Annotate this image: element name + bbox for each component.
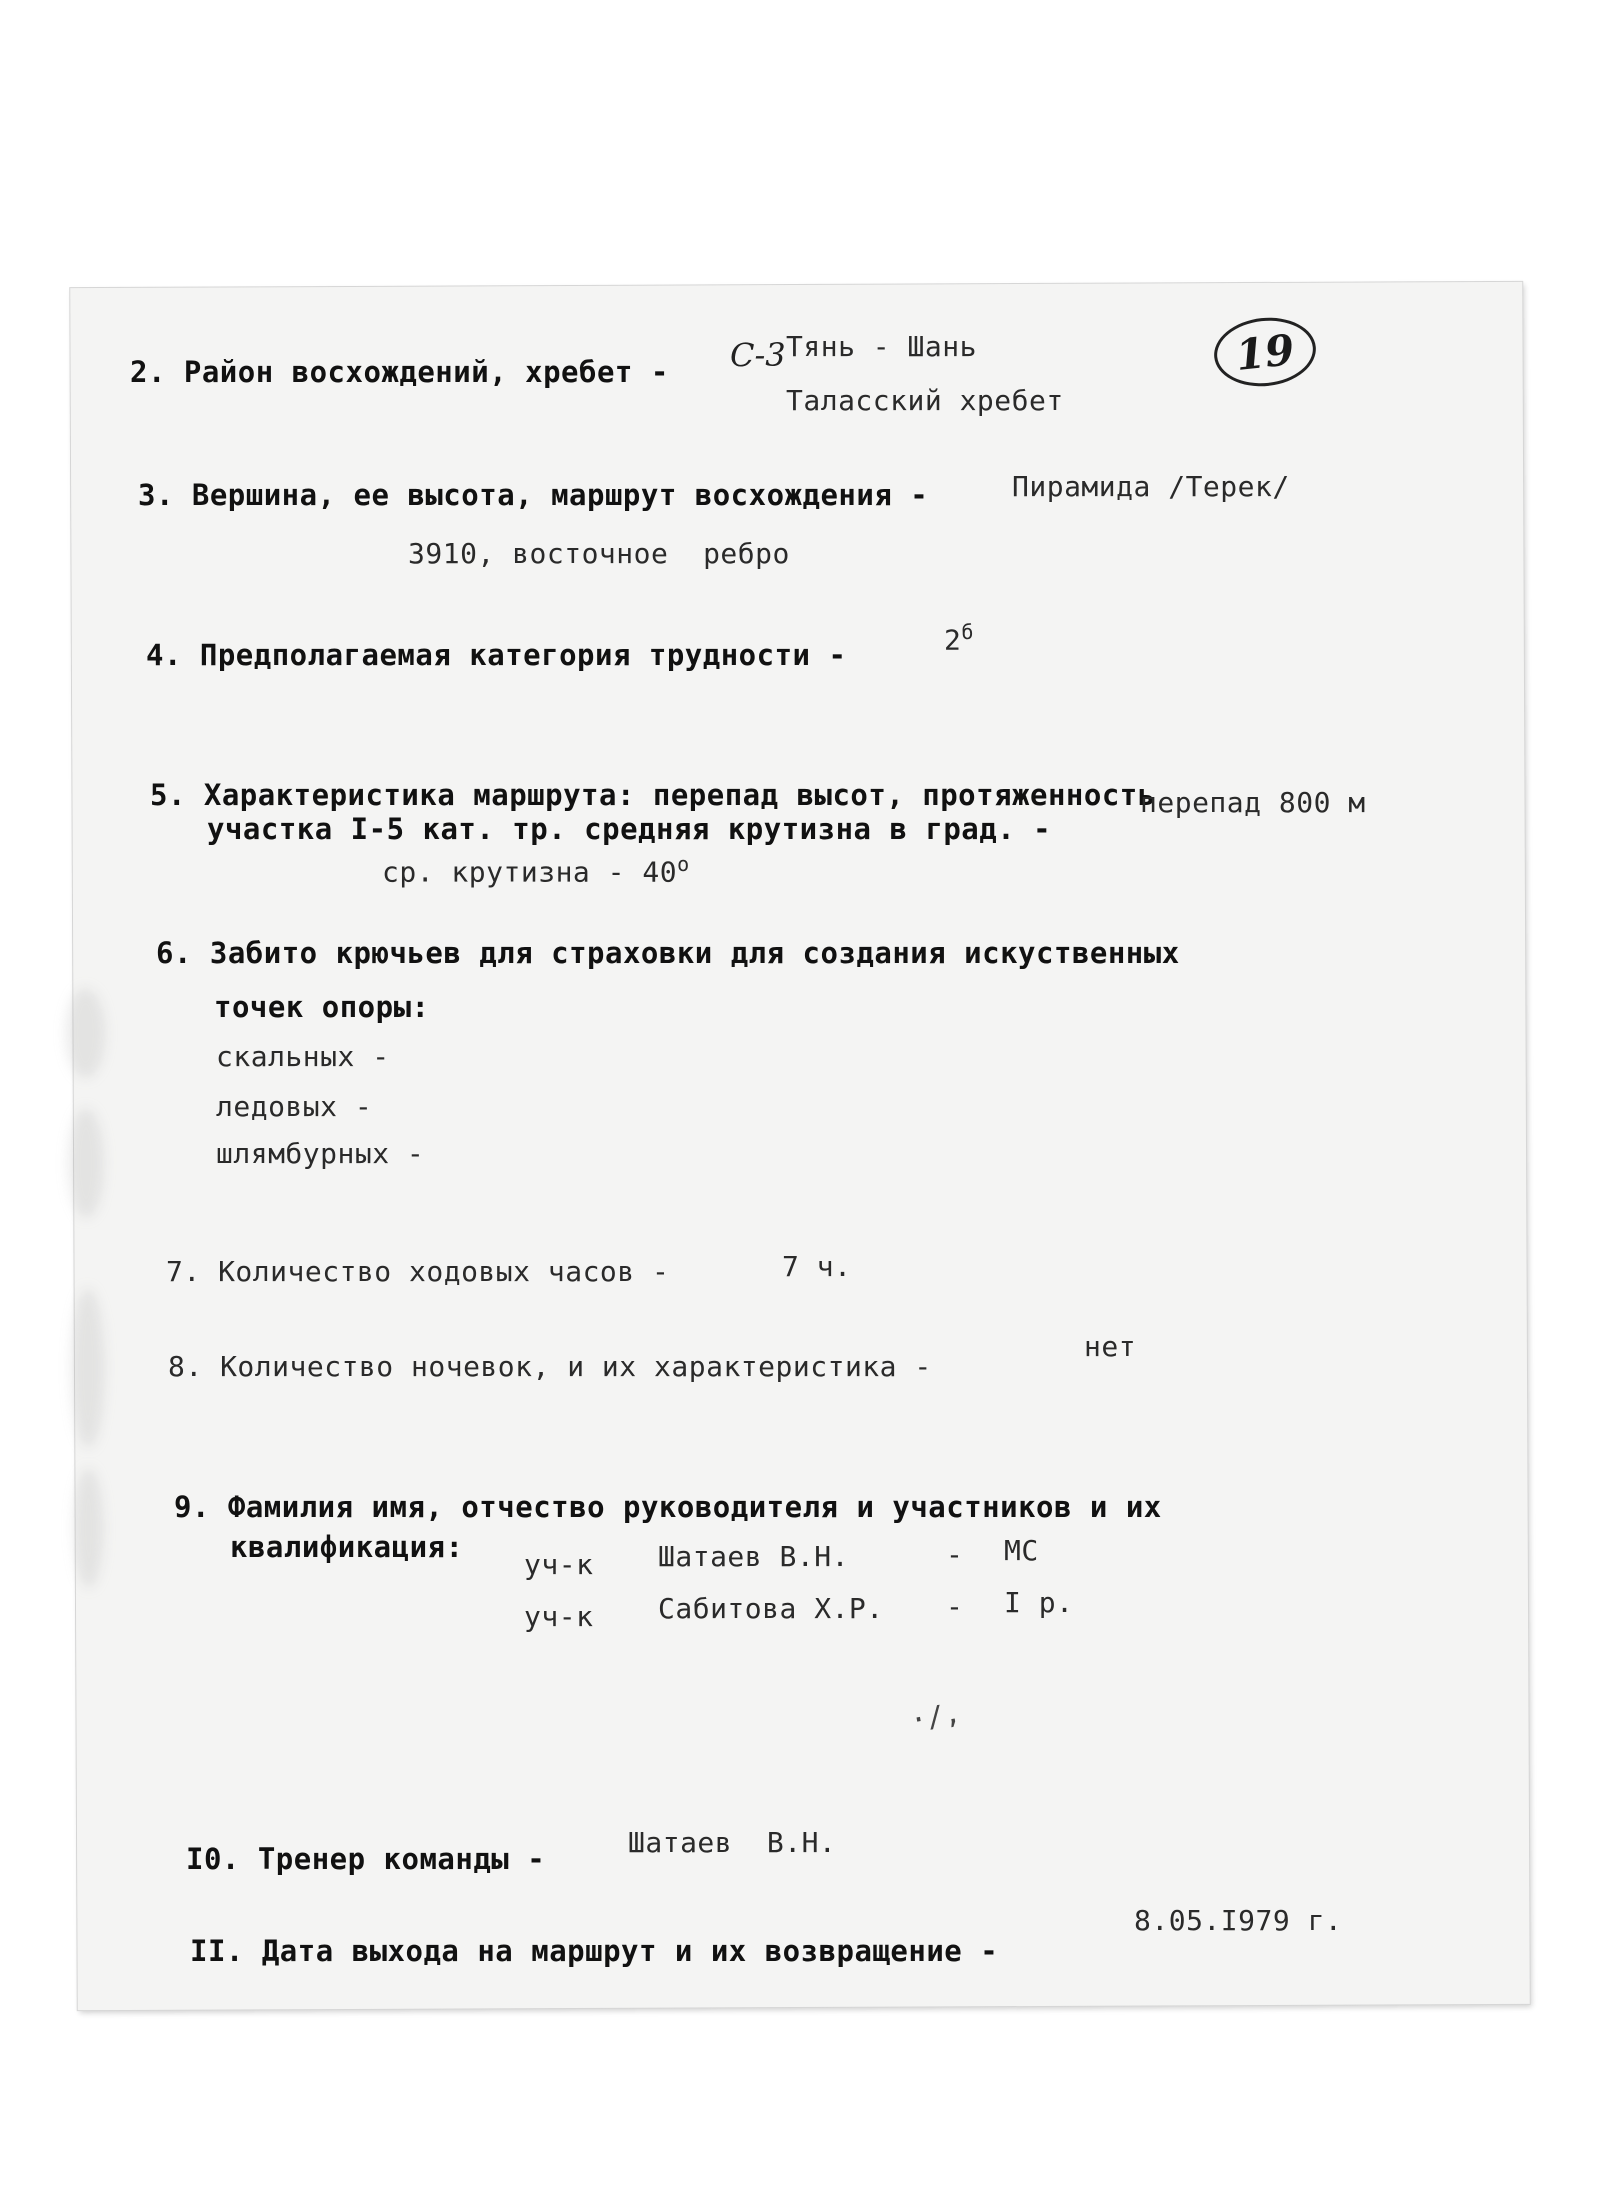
member-1-dash: - — [946, 1538, 964, 1571]
item-5-value2-sup: о — [677, 852, 690, 876]
member-2-rank: I р. — [1004, 1586, 1074, 1619]
member-2-role: уч-к — [524, 1600, 594, 1633]
member-1-role: уч-к — [524, 1548, 594, 1581]
item-6-sub-ice: ледовых - — [216, 1090, 373, 1123]
item-4-value-main: 2 — [944, 623, 962, 657]
item-3-value: Пирамида /Терек/ — [1012, 470, 1290, 503]
member-2-dash: - — [946, 1590, 964, 1623]
item-10-value: Шатаев В.Н. — [628, 1826, 837, 1859]
member-2-name: Сабитова Х.Р. — [658, 1592, 884, 1625]
item-7-label: 7. Количество ходовых часов - — [166, 1255, 670, 1288]
item-8-label: 8. Количество ночевок, и их характеристика - — [168, 1350, 932, 1383]
member-1-rank: МС — [1004, 1534, 1039, 1567]
item-8-value: нет — [1084, 1330, 1137, 1363]
item-5-value: перепад 800 м — [1140, 786, 1366, 819]
item-6-sub-bolt: шлямбурных - — [216, 1137, 425, 1170]
item-3-label: 3. Вершина, ее высота, маршрут восхождения - — [138, 478, 929, 512]
item-6-label2: точек опоры: — [214, 990, 430, 1024]
item-4-label: 4. Предполагаемая категория трудности - — [146, 638, 847, 672]
item-10-label: I0. Тренер команды - — [186, 1842, 546, 1876]
item-4-value — [944, 620, 974, 656]
member-1-name: Шатаев В.Н. — [658, 1540, 849, 1573]
item-5-label: 5. Характеристика маршрута: перепад высот, протяженность — [150, 778, 1156, 812]
item-2-value2: Таласский хребет — [786, 384, 1064, 417]
item-9-label2: квалификация: — [230, 1530, 464, 1564]
item-11-label: II. Дата выхода на маршрут и их возвращение - — [190, 1934, 999, 1968]
item-9-label: 9. Фамилия имя, отчество руководителя и участников и их — [174, 1490, 1162, 1524]
item-5-value2 — [382, 852, 690, 888]
item-2-label: 2. Район восхождений, хребет - — [130, 355, 669, 389]
item-2-handwritten: С-3 — [730, 336, 786, 374]
item-4-value-sup: б — [961, 620, 974, 644]
item-5-label2: участка I-5 кат. тр. средняя крутизна в град. - — [207, 812, 1052, 846]
item-6-sub-rock: скальных - — [216, 1040, 390, 1073]
page-number: 19 — [1211, 313, 1320, 391]
ink-mark: ·/, — [907, 1695, 964, 1738]
item-7-value: 7 ч. — [782, 1250, 852, 1283]
item-3-value2: 3910, восточное ребро — [408, 537, 790, 570]
item-6-label: 6. Забито крючьев для страховки для создания искуственных — [156, 936, 1180, 970]
item-5-value2-main: ср. крутизна - 40 — [382, 855, 678, 889]
item-11-value: 8.05.I979 г. — [1134, 1904, 1343, 1937]
item-2-value: Тянь - Шань — [786, 330, 977, 363]
